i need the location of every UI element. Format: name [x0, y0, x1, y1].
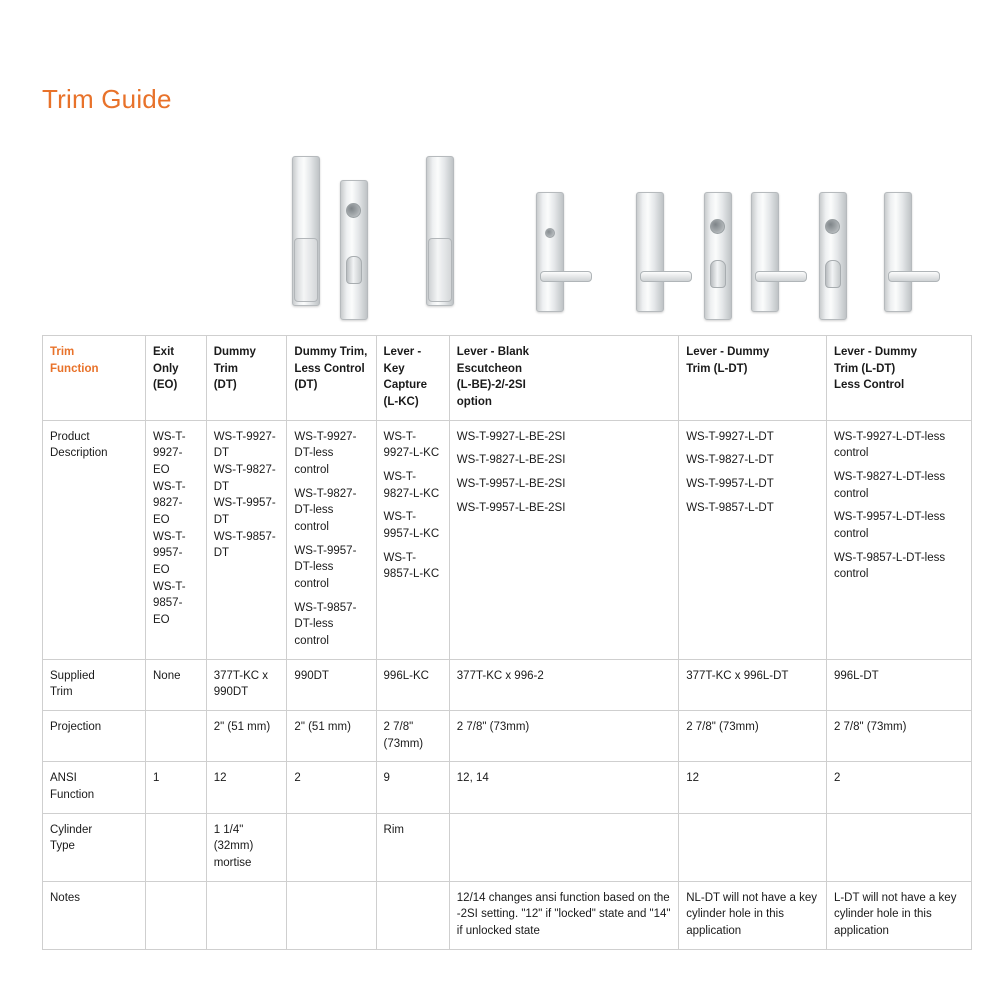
illustration-dummy-trim [422, 140, 482, 330]
cell-product-description-lbe: WS-T-9927-L-BE-2SI WS-T-9827-L-BE-2SI WS-T-9957-L-BE-2SI WS-T-9957-L-BE-2SI [449, 420, 678, 659]
push-pad [428, 238, 452, 302]
trim-plate [884, 192, 912, 312]
cell-projection-ldt-less-control: 2 7/8" (73mm) [826, 711, 971, 762]
cell-cylinder-dt: 1 1/4" (32mm) mortise [206, 813, 287, 881]
cell-cylinder-lkc: Rim [376, 813, 449, 881]
trim-guide-table [42, 335, 972, 950]
cell-supplied-trim-ldt: 377T-KC x 996L-DT [679, 659, 827, 710]
cell-cylinder-ldt [679, 813, 827, 881]
cell-supplied-trim-lkc: 996L-KC [376, 659, 449, 710]
column-header-exit-only: Exit Only (EO) [146, 336, 207, 421]
cylinder-hole [825, 219, 840, 234]
column-header-trim-function: Trim Function [43, 336, 146, 421]
table-row [43, 711, 972, 762]
cell-product-description-dt: WS-T-9927-DT WS-T-9827-DT WS-T-9957-DT WS-T-9857-DT [206, 420, 287, 659]
row-label-product-description: Product Description [43, 420, 146, 659]
column-header-dummy-trim: Dummy Trim (DT) [206, 336, 287, 421]
trim-plate [340, 180, 368, 320]
column-header-lever-blank-escutcheon: Lever - Blank Escutcheon (L-BE)-2/-2SI option [449, 336, 678, 421]
key-hole [545, 228, 555, 238]
cell-product-description-lkc: WS-T-9927-L-KC WS-T-9827-L-KC WS-T-9957-L-KC WS-T-9857-L-KC [376, 420, 449, 659]
trim-plate [751, 192, 779, 312]
push-pad [294, 238, 318, 302]
cell-ansi-lkc: 9 [376, 762, 449, 813]
cell-projection-ldt: 2 7/8" (73mm) [679, 711, 827, 762]
cell-projection-lbe: 2 7/8" (73mm) [449, 711, 678, 762]
illustration-exit-only [278, 140, 388, 330]
column-header-lever-dummy-trim-less-control: Lever - Dummy Trim (L-DT) Less Control [826, 336, 971, 421]
cell-cylinder-eo [146, 813, 207, 881]
page-title: Trim Guide [42, 84, 172, 114]
cell-notes-eo [146, 881, 207, 949]
table-header-row [43, 336, 972, 421]
table-row [43, 420, 972, 659]
cell-cylinder-ldt-less-control [826, 813, 971, 881]
illustration-lever-key-capture [532, 140, 602, 330]
cell-notes-lkc [376, 881, 449, 949]
cell-supplied-trim-dt: 377T-KC x 990DT [206, 659, 287, 710]
cell-projection-lkc: 2 7/8" (73mm) [376, 711, 449, 762]
column-header-lever-key-capture: Lever - Key Capture (L-KC) [376, 336, 449, 421]
cell-projection-eo [146, 711, 207, 762]
thumbturn [346, 256, 362, 284]
cell-product-description-eo: WS-T-9927-EO WS-T-9827-EO WS-T-9957-EO WS-T-9857-EO [146, 420, 207, 659]
cell-ansi-dt-less-control: 2 [287, 762, 376, 813]
cylinder-hole [710, 219, 725, 234]
illustration-lever-dummy-trim [747, 140, 867, 330]
cell-product-description-ldt: WS-T-9927-L-DT WS-T-9827-L-DT WS-T-9957-L-DT WS-T-9857-L-DT [679, 420, 827, 659]
cell-cylinder-dt-less-control [287, 813, 376, 881]
cell-product-description-ldt-less-control: WS-T-9927-L-DT-less control WS-T-9827-L-DT-less control WS-T-9957-L-DT-less control WS-T-9857-L-DT-less control [826, 420, 971, 659]
cell-notes-ldt-less-control: L-DT will not have a key cylinder hole in this application [826, 881, 971, 949]
trim-plate [536, 192, 564, 312]
thumbturn [825, 260, 841, 288]
lever-handle [755, 271, 807, 282]
table-row [43, 881, 972, 949]
cell-supplied-trim-eo: None [146, 659, 207, 710]
cell-notes-lbe: 12/14 changes ansi function based on the -2SI setting. "12" if "locked" state and "14" if unlocked state [449, 881, 678, 949]
table-row [43, 762, 972, 813]
cell-notes-dt-less-control [287, 881, 376, 949]
row-label-projection: Projection [43, 711, 146, 762]
cell-notes-dt [206, 881, 287, 949]
row-label-supplied-trim: Supplied Trim [43, 659, 146, 710]
trim-plate [636, 192, 664, 312]
cell-ansi-ldt: 12 [679, 762, 827, 813]
row-label-ansi-function: ANSI Function [43, 762, 146, 813]
product-illustration-strip [42, 140, 972, 330]
row-label-cylinder-type: Cylinder Type [43, 813, 146, 881]
row-label-notes: Notes [43, 881, 146, 949]
cell-product-description-dt-less-control: WS-T-9927-DT-less control WS-T-9827-DT-less control WS-T-9957-DT-less control WS-T-9857-DT-less control [287, 420, 376, 659]
cell-supplied-trim-ldt-less-control: 996L-DT [826, 659, 971, 710]
table-row [43, 659, 972, 710]
cell-projection-dt-less-control: 2" (51 mm) [287, 711, 376, 762]
table-row [43, 813, 972, 881]
cell-cylinder-lbe [449, 813, 678, 881]
lever-handle [888, 271, 940, 282]
trim-plate [819, 192, 847, 320]
illustration-lever-dummy-less-control [880, 140, 950, 330]
illustration-lever-blank-escutcheon [632, 140, 752, 330]
trim-plate [704, 192, 732, 320]
cell-ansi-eo: 1 [146, 762, 207, 813]
column-header-dummy-trim-less-control: Dummy Trim, Less Control (DT) [287, 336, 376, 421]
cell-ansi-ldt-less-control: 2 [826, 762, 971, 813]
thumbturn [710, 260, 726, 288]
lever-handle [640, 271, 692, 282]
cylinder-hole [346, 203, 361, 218]
lever-handle [540, 271, 592, 282]
cell-projection-dt: 2" (51 mm) [206, 711, 287, 762]
cell-supplied-trim-dt-less-control: 990DT [287, 659, 376, 710]
cell-notes-ldt: NL-DT will not have a key cylinder hole in this application [679, 881, 827, 949]
cell-supplied-trim-lbe: 377T-KC x 996-2 [449, 659, 678, 710]
column-header-lever-dummy-trim: Lever - Dummy Trim (L-DT) [679, 336, 827, 421]
cell-ansi-lbe: 12, 14 [449, 762, 678, 813]
cell-ansi-dt: 12 [206, 762, 287, 813]
